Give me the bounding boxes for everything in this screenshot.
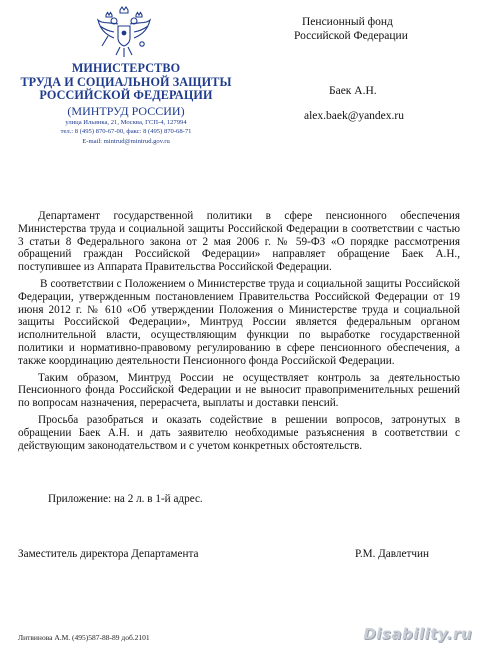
letterhead-address: улица Ильинка, 21, Москва, ГСП-4, 127994 <box>65 118 187 126</box>
ministry-letterhead <box>10 62 242 146</box>
site-watermark: Disability.ru <box>363 625 472 643</box>
addressee-org-line2: Российской Федерации <box>294 29 408 42</box>
russian-coat-of-arms-icon <box>96 6 152 58</box>
letterhead-phones: тел.: 8 (495) 870-67-00, факс: 8 (495) 870-68-71 <box>60 128 192 135</box>
body-paragraph-2: В соответствии с Положением о Министерстве труда и социальной защиты Российской Федерации, утвержденным постановлением Правительства Российской Федерации от 19 июня 2012 г. № 610 «Об утверждении Положения о Министерстве труда и социальной защиты Российской Федерации», Минтруд России является федеральным органом исполнительной власти, осуществляющим функции по выработке государственной политики и нормативно-правовому регулированию в сфере пенсионного обеспечения, а также координацию деятельности Пенсионного фонда Российской Федерации. <box>18 277 460 367</box>
addressee-email: alex.baek@yandex.ru <box>304 110 404 122</box>
letter-body <box>18 210 460 456</box>
letterhead-line1: МИНИСТЕРСТВО <box>71 61 181 75</box>
attachment-note: Приложение: на 2 л. в 1-й адрес. <box>48 493 203 505</box>
letterhead-line2: ТРУДА И СОЦИАЛЬНОЙ ЗАЩИТЫ <box>20 74 232 89</box>
addressee-block <box>292 16 472 122</box>
addressee-name: Баек А.Н. <box>329 85 377 97</box>
signatory-name: Р.М. Давлетчин <box>355 548 429 560</box>
executor-contact: Литвинова А.М. (495)587-88-89 доб.2101 <box>18 633 150 642</box>
signatory-title: Заместитель директора Департамента <box>18 548 199 560</box>
body-paragraph-4: Просьба разобраться и оказать содействие в решении вопросов, затронутых в обращении Баек А.Н. и дать заявителю необходимые разъяснения в соответствии с действующим законодательством и с учетом конкретных обстоятельств. <box>18 413 460 452</box>
letterhead-abbrev: (МИНТРУД РОССИИ) <box>67 103 185 118</box>
letterhead-line3: РОССИЙСКОЙ ФЕДЕРАЦИИ <box>39 88 213 102</box>
addressee-org-line1: Пенсионный фонд <box>302 16 393 28</box>
letterhead-email: E-mail: mintrud@mintrud.gov.ru <box>82 137 170 145</box>
body-paragraph-1: Департамент государственной политики в сфере пенсионного обеспечения Министерства труда и социальной защиты Российской Федерации в соответствии с частью 3 статьи 8 Федерального закона от 2 мая 2006 г. № 59-ФЗ «О порядке рассмотрения обращений граждан Российской Федерации» направляет обращение Баек А.Н., поступившее из Аппарата Правительства Российской Федерации. <box>18 210 460 274</box>
body-paragraph-3: Таким образом, Минтруд России не осуществляет контроль за деятельностью Пенсионного фонда Российской Федерации и не выносит правоприменительных решений по вопросам назначения, перерасчета, выплаты и доставки пенсий. <box>18 371 460 410</box>
